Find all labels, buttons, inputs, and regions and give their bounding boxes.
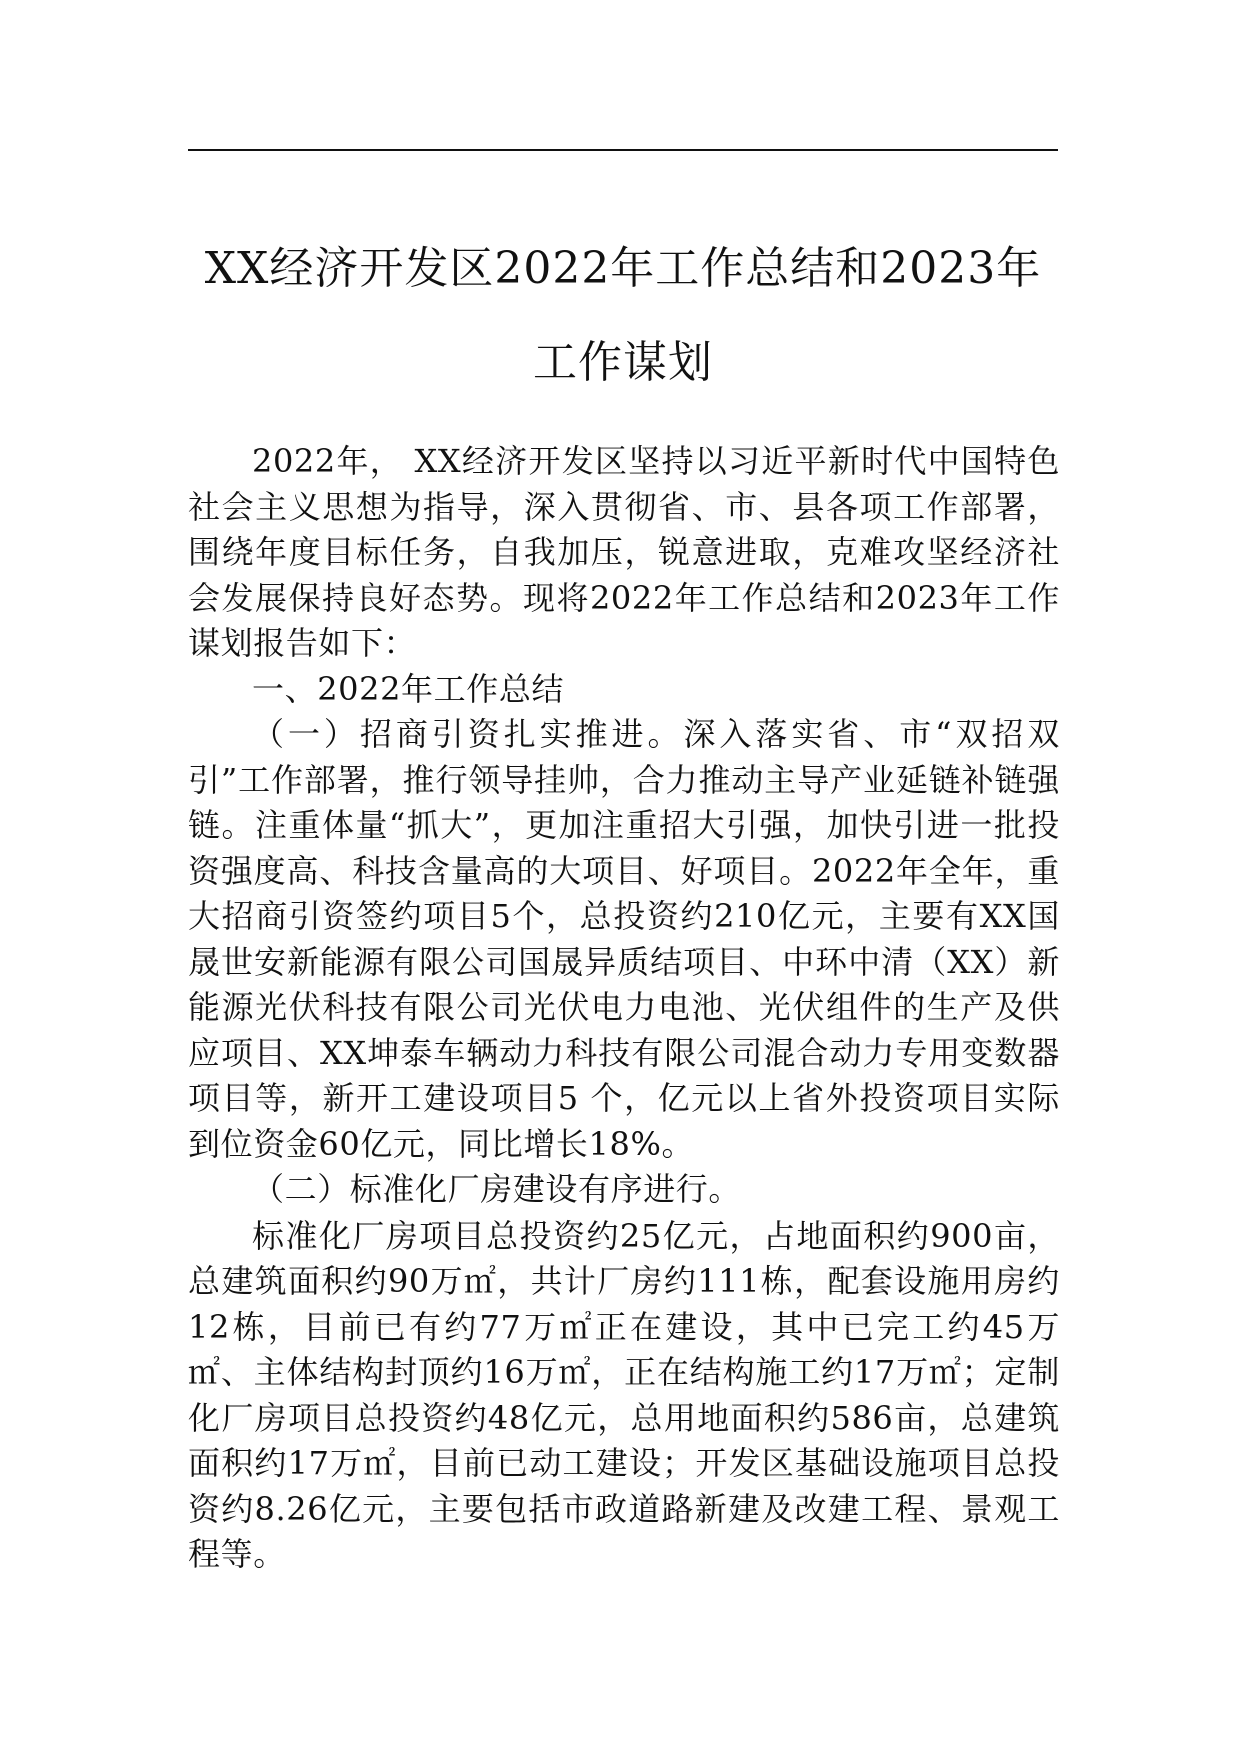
document-title <box>188 222 1058 410</box>
intro-paragraph: 2022年， XX经济开发区坚持以习近平新时代中国特色社会主义思想为指导，深入贯彻省、市、县各项工作部署，围绕年度目标任务，自我加压，锐意进取，克难攻坚经济社会发展保持良好态势。现将2022年工作总结和2023年工作谋划报告如下： <box>188 442 1060 662</box>
title-line-1: XX经济开发区2022年工作总结和2023年 <box>204 243 1042 294</box>
factory-paragraph: 标准化厂房项目总投资约25亿元，占地面积约900亩，总建筑面积约90万㎡，共计厂房约111栋，配套设施用房约12栋，目前已有约77万㎡正在建设，其中已完工约45万㎡、主体结构封顶约16万㎡，正在结构施工约17万㎡；定制化厂房项目总投资约48亿元，总用地面积约586亩，总建筑面积约17万㎡，目前已动工建设；开发区基础设施项目总投资约8.26亿元，主要包括市政道路新建及改建工程、景观工程等。 <box>188 1216 1060 1573</box>
factory-heading: （二）标准化厂房建设有序进行。 <box>252 1170 742 1208</box>
section-heading-summary: 一、2022年工作总结 <box>252 669 565 708</box>
investment-paragraph: （一）招商引资扎实推进。深入落实省、市“双招双引”工作部署，推行领导挂帅，合力推动主导产业延链补链强链。注重体量“抓大”，更加注重招大引强，加快引进一批投资强度高、科技含量高的大项目、好项目。2022年全年，重大招商引资签约项目5个，总投资约210亿元，主要有XX国晟世安新能源有限公司国晟异质结项目、中环中清（XX）新能源光伏科技有限公司光伏电力电池、光伏组件的生产及供应项目、XX坤泰车辆动力科技有限公司混合动力专用变数器项目等，新开工建设项目5 个，亿元以上省外投资项目实际到位资金60亿元，同比增长18%。 <box>188 715 1060 1163</box>
header-rule <box>188 149 1058 151</box>
title-line-2: 工作谋划 <box>533 337 713 388</box>
document-body <box>188 439 1060 1578</box>
